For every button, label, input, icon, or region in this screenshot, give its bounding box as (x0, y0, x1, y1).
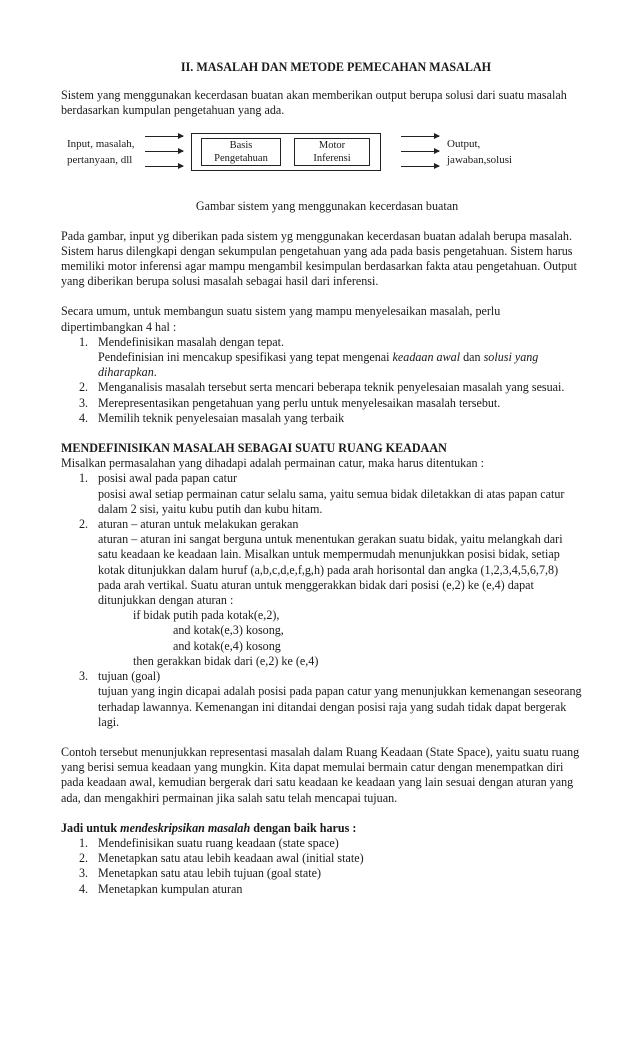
chess-definition-list (61, 471, 583, 729)
considerations-list (61, 335, 583, 426)
input-arrow-icon (145, 136, 183, 137)
list-item: 3. Merepresentasikan pengetahuan yang perlu untuk menyelesaikan masalah tersebut. (79, 395, 501, 410)
page-title: II. MASALAH DAN METODE PEMECAHAN MASALAH (180, 60, 492, 74)
considerations-intro: Secara umum, untuk membangun suatu sistem yang mampu menyelesaikan masalah, perlu dipertimbangkan 4 hal : (61, 304, 501, 334)
summary-list (61, 836, 583, 897)
diagram-input-label: Input, masalah, pertanyaan, dll (67, 138, 135, 167)
output-arrow-icon (401, 151, 439, 152)
summary-heading: Jadi untuk mendeskripsikan masalah dengan baik harus : (61, 820, 357, 835)
list-item: 3. tujuan (goal) tujuan yang ingin dicapai adalah posisi pada papan catur yang menunjukkan kemenangan seseorang terhadap lawannya. Kemenangan ini ditandai dengan posisi raja yang sudah tidak dapat bergerak lagi. (79, 669, 582, 729)
rule-code-block: if bidak putih pada kotak(e,2), and kotak(e,3) kosong, and kotak(e,4) kosong then gerakkan bidak dari (e,2) ke (e,4) (133, 608, 319, 668)
section-intro: Misalkan permasalahan yang dihadapi adalah permainan catur, maka harus ditentukan : (61, 456, 484, 471)
list-item-detail: Pendefinisian ini mencakup spesifikasi yang tepat mengenai keadaan awal dan solusi yang diharapkan. (98, 350, 539, 380)
inference-engine-box: Motor Inferensi (294, 138, 370, 166)
intro-paragraph: Sistem yang menggunakan kecerdasan buatan akan memberikan output berupa solusi dari suatu masalah berdasarkan kumpulan pengetahuan yang ada. (61, 88, 567, 118)
diagram-output-label: Output, jawaban,solusi (447, 138, 513, 167)
output-arrow-icon (401, 166, 439, 167)
input-arrow-icon (145, 166, 183, 167)
knowledge-base-box: Basis Pengetahuan (201, 138, 281, 166)
section-heading: MENDEFINISIKAN MASALAH SEBAGAI SUATU RUANG KEADAAN (61, 441, 447, 456)
list-item-detail: tujuan yang ingin dicapai adalah posisi pada papan catur yang menunjukkan kemenangan seseorang terhadap lawannya. Kemenangan ini ditandai dengan posisi raja yang sudah tidak dapat bergerak lagi. (98, 684, 582, 729)
list-item: 1. posisi awal pada papan catur posisi awal setiap permainan catur selalu sama, yaitu semua bidak diletakkan di atas papan catur dalam 2 sisi, yaitu kubu putih dan kubu hitam. (61, 471, 583, 517)
figure-caption: Gambar sistem yang menggunakan kecerdasan buatan (195, 199, 459, 214)
document-page (61, 60, 583, 897)
list-item: 4. Menetapkan kumpulan aturan (79, 881, 243, 896)
state-space-paragraph: Contoh tersebut menunjukkan representasi masalah dalam Ruang Keadaan (State Space), yaitu suatu ruang yang berisi semua keadaan yang mungkin. Kita dapat memulai bermain catur dengan menempatkan diri pada keadaan awal, kemudian bergerak dari satu keadaan ke keadaan yang lain sesuai dengan aturan yang ada, dan mengakhiri permainan jika salah satu telah mencapai tujuan. (61, 744, 580, 805)
list-item: 2. aturan – aturan untuk melakukan gerakan aturan – aturan ini sangat berguna untuk menentukan gerakan suatu bidak, yaitu melangkah dari satu keadaan ke keadaan lain. Misalkan untuk mempermudah menunjukkan posisi bidak, setiap kotak ditunjukkan dalam huruf (a,b,c,d,e,f,g,h) pada arah horisontal dan angka (1,2,3,4,5,6,7,8) pada arah vertikal. Suatu aturan untuk menggerakkan bidak dari posisi (e,2) ke (e,4) dapat ditunjukkan dengan aturan : if bidak putih pada kotak(e,2), and kotak(e,3) kosong, and kotak(e,4) kosong then gerakkan bidak dari (e,2) ke (e,4) (61, 517, 583, 669)
input-arrow-icon (145, 151, 183, 152)
list-item: 2. Menetapkan satu atau lebih keadaan awal (initial state) (79, 851, 364, 866)
list-item: 4. Memilih teknik penyelesaian masalah yang terbaik (79, 410, 345, 425)
list-item: 2. Menganalisis masalah tersebut serta mencari beberapa teknik penyelesaian masalah yang sesuai. (79, 380, 565, 395)
explanation-paragraph: Pada gambar, input yg diberikan pada sistem yg menggunakan kecerdasan buatan adalah berupa masalah. Sistem harus dilengkapi dengan sekumpulan pengetahuan yang ada pada basis pengetahuan. Sistem harus memiliki motor inferensi agar mampu mengambil kesimpulan berdasarkan fakta atau pengetahuan. Output yang diberikan berupa solusi masalah sebagai hasil dari inferensi. (61, 228, 577, 289)
list-item-detail: aturan – aturan ini sangat berguna untuk menentukan gerakan suatu bidak, yaitu melangkah dari satu keadaan ke keadaan lain. Misalkan untuk mempermudah menunjukkan posisi bidak, setiap kotak ditunjukkan dalam huruf (a,b,c,d,e,f,g,h) pada arah horisontal dan angka (1,2,3,4,5,6,7,8) pada arah vertikal. Suatu aturan untuk menggerakkan bidak dari posisi (e,2) ke (e,4) dapat ditunjukkan dengan aturan : (98, 532, 563, 608)
list-item-detail: posisi awal setiap permainan catur selalu sama, yaitu semua bidak diletakkan di atas papan catur dalam 2 sisi, yaitu kubu putih dan kubu hitam. (98, 486, 565, 516)
ai-system-box (191, 133, 381, 171)
system-diagram (61, 133, 583, 189)
list-item: 1. Mendefinisikan masalah dengan tepat. Pendefinisian ini mencakup spesifikasi yang tepat mengenai keadaan awal dan solusi yang diharapkan. (61, 335, 583, 381)
output-arrow-icon (401, 136, 439, 137)
list-item: 1. Mendefinisikan suatu ruang keadaan (state space) (79, 835, 339, 850)
list-item: 3. Menetapkan satu atau lebih tujuan (goal state) (79, 866, 321, 881)
